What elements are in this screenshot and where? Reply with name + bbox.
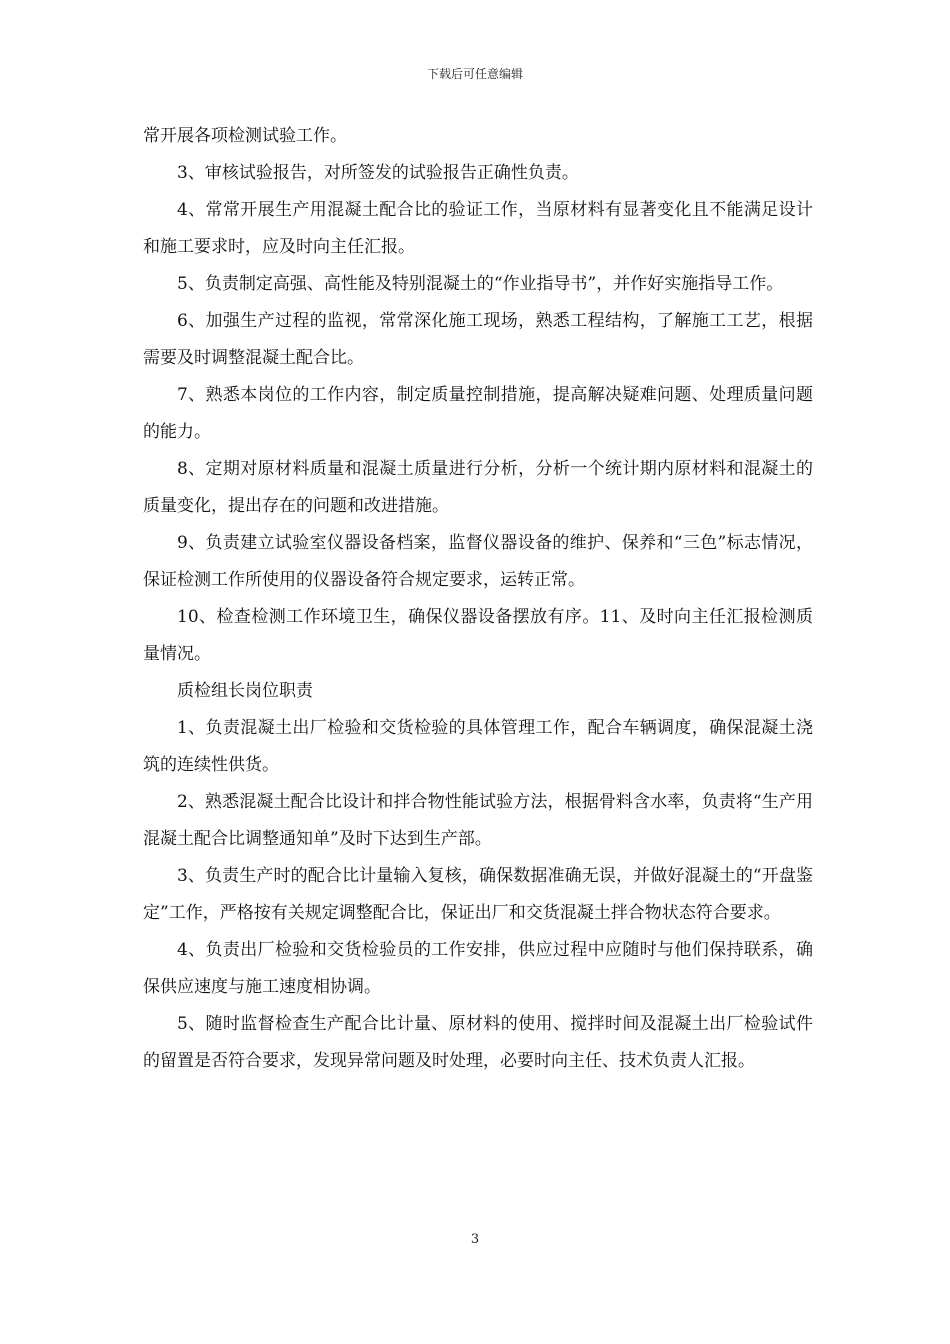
paragraph-qc-item-1: 1、负责混凝土出厂检验和交货检验的具体管理工作，配合车辆调度，确保混凝土浇筑的连续性供货。 xyxy=(143,718,813,775)
paragraph-item-3: 3、审核试验报告，对所签发的试验报告正确性负责。 xyxy=(177,163,579,183)
paragraph-item-4: 4、常常开展生产用混凝土配合比的验证工作，当原材料有显著变化且不能满足设计和施工要求时，应及时向主任汇报。 xyxy=(143,200,813,257)
paragraph-item-6: 6、加强生产过程的监视，常常深化施工现场，熟悉工程结构，了解施工工艺，根据需要及时调整混凝土配合比。 xyxy=(143,311,813,368)
paragraph-item-9: 9、负责建立试验室仪器设备档案，监督仪器设备的维护、保养和“三色”标志情况，保证检测工作所使用的仪器设备符合规定要求，运转正常。 xyxy=(143,533,813,590)
page-header: 下载后可任意编辑 xyxy=(426,67,523,81)
paragraph-qc-item-5: 5、随时监督检查生产配合比计量、原材料的使用、搅拌时间及混凝土出厂检验试件的留置是否符合要求，发现异常问题及时处理，必要时向主任、技术负责人汇报。 xyxy=(143,1014,813,1071)
page-number: 3 xyxy=(470,1232,480,1247)
document-body xyxy=(143,118,813,1080)
paragraph-item-8: 8、定期对原材料质量和混凝土质量进行分析，分析一个统计期内原材料和混凝土的质量变化，提出存在的问题和改进措施。 xyxy=(143,459,813,516)
paragraph-item-5: 5、负责制定高强、高性能及特别混凝土的“作业指导书”，并作好实施指导工作。 xyxy=(177,274,784,294)
section-heading: 质检组长岗位职责 xyxy=(177,681,313,701)
paragraph-qc-item-4: 4、负责出厂检验和交货检验员的工作安排，供应过程中应随时与他们保持联系，确保供应速度与施工速度相协调。 xyxy=(143,940,813,997)
paragraph-qc-item-2: 2、熟悉混凝土配合比设计和拌合物性能试验方法，根据骨料含水率，负责将“生产用混凝土配合比调整通知单”及时下达到生产部。 xyxy=(143,792,813,849)
paragraph-item-7: 7、熟悉本岗位的工作内容，制定质量控制措施，提高解决疑难问题、处理质量问题的能力。 xyxy=(143,385,813,442)
paragraph-qc-item-3: 3、负责生产时的配合比计量输入复核，确保数据准确无误，并做好混凝土的“开盘鉴定”工作，严格按有关规定调整配合比，保证出厂和交货混凝土拌合物状态符合要求。 xyxy=(143,866,813,923)
paragraph-item-10-11: 10、检查检测工作环境卫生，确保仪器设备摆放有序。11、及时向主任汇报检测质量情况。 xyxy=(143,607,813,664)
paragraph-continuation: 常开展各项检测试验工作。 xyxy=(143,126,347,146)
